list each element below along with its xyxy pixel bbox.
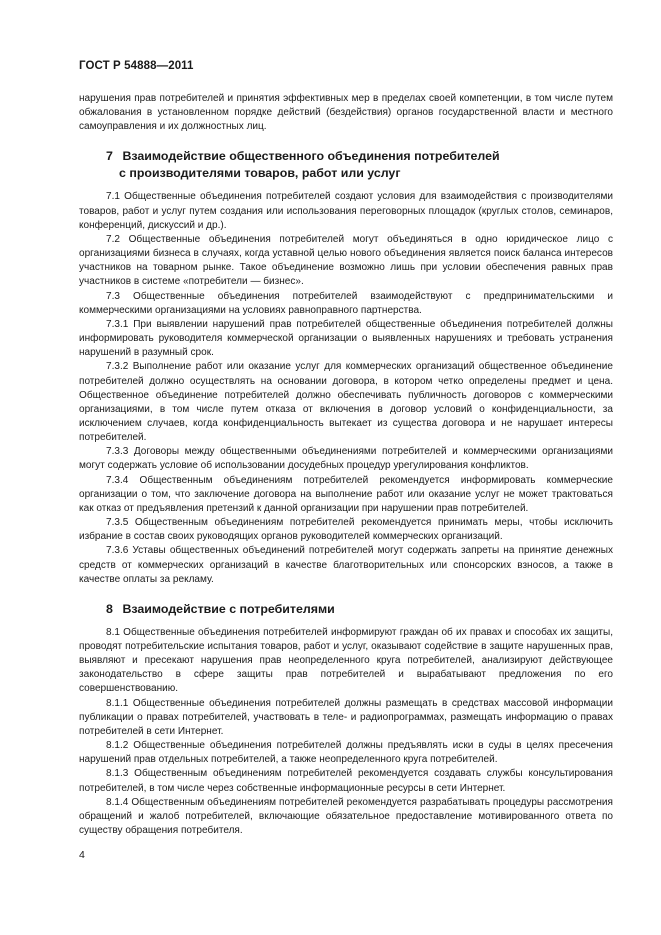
paragraph-7-3: 7.3 Общественные объединения потребителей взаимодействуют с предпринимательскими и коммерческими организациями на условиях равноправного партнерства. (79, 290, 613, 316)
page-content (79, 92, 613, 838)
page-number: 4 (79, 849, 85, 861)
section-7-title-line2: с производителями товаров, работ или услуг (119, 166, 401, 181)
section-7-number: 7 (106, 149, 113, 164)
paragraph-7-3-2: 7.3.2 Выполнение работ или оказание услуг для коммерческих организаций общественное объединение потребителей должно осуществлять на основании договора, в котором четко определены предмет и цена. Общественное объединение потребителей должно обеспечивать публичность договоров с коммерческими организациями, в том числе путем отказа от включения в договор условий о конфиденциальности, за исключением случаев, когда конфиденциальность вытекает из существа договора и не нарушает интересы потребителей. (79, 361, 613, 444)
paragraph-7-3-6: 7.3.6 Уставы общественных объединений потребителей могут содержать запреты на принятие денежных средств от коммерческих организаций в качестве благотворительных или спонсорских взносов, а также в качестве оплаты за рекламу. (79, 545, 613, 585)
section-7-heading (79, 148, 613, 182)
paragraph-8-1-3: 8.1.3 Общественным объединениям потребителей рекомендуется создавать службы консультирования потребителей, в том числе через собственные информационные ресурсы в сети Интернет. (79, 768, 613, 794)
paragraph-7-3-1: 7.3.1 При выявлении нарушений прав потребителей общественные объединения потребителей должны информировать руководителя коммерческой организации о выявленных нарушениях и требовать устранения нарушений в разумный срок. (79, 318, 613, 359)
standard-header: ГОСТ Р 54888—2011 (79, 60, 194, 72)
paragraph-8-1-4: 8.1.4 Общественным объединениям потребителей рекомендуется разрабатывать процедуры рассмотрения обращений и жалоб потребителей, включающие обязательное предоставление мотивированного ответа по существу обращения потребителя. (79, 796, 613, 837)
paragraph-7-3-5: 7.3.5 Общественным объединениям потребителей рекомендуется принимать меры, чтобы исключить избрание в состав своих руководящих органов руководителей коммерческих организаций. (79, 517, 613, 543)
section-8-number: 8 (106, 601, 113, 616)
paragraph-7-2: 7.2 Общественные объединения потребителей могут объединяться в одно юридическое лицо с организациями бизнеса в случаях, когда уставной целью нового объединения является поиск баланса интересов участников на товарном рынке. Такое объединение возможно лишь при условии обеспечения равных прав участников в системе «потребители — бизнес». (79, 233, 613, 288)
paragraph-7-3-4: 7.3.4 Общественным объединениям потребителей рекомендуется информировать коммерческие организации о том, что заключение договора на выполнение работ или оказание услуг не может трактоваться как отказ от предъявления претензий к данной организации при нарушении прав потребителей. (79, 474, 613, 514)
intro-paragraph: нарушения прав потребителей и принятия эффективных мер в пределах своей компетенции, в том числе путем обжалования в установленном порядке действий (бездействия) органов государственной власти и местного самоуправления и их должностных лиц. (79, 93, 613, 133)
paragraph-8-1-1: 8.1.1 Общественные объединения потребителей должны размещать в средствах массовой информации публикации о правах потребителей, участвовать в теле- и радиопрограммах, размещать информацию о правах потребителей в сети Интернет. (79, 697, 613, 737)
section-8-heading (79, 601, 613, 618)
section-8-title: Взаимодействие с потребителями (122, 601, 335, 616)
paragraph-7-1: 7.1 Общественные объединения потребителей создают условия для взаимодействия с производителями товаров, работ и услуг путем создания или использования переговорных площадок (круглых столов, семинаров, конференций, дискуссий и др.). (79, 191, 613, 231)
paragraph-8-1: 8.1 Общественные объединения потребителей информируют граждан об их правах и способах их защиты, проводят потребительские испытания товаров, работ и услуг, оказывают содействие в защите нарушенных прав, выявляют и пресекают нарушения прав неопределенного круга потребителей, анализируют действующее законодательство в сфере защиты прав потребителей и вырабатывают предложения по его совершенствованию. (79, 626, 613, 695)
paragraph-8-1-2: 8.1.2 Общественные объединения потребителей должны предъявлять иски в суды в целях пресечения нарушений прав отдельных потребителей, а также неопределенного круга потребителей. (79, 740, 613, 766)
section-7-title-line1: Взаимодействие общественного объединения потребителей (122, 149, 500, 164)
paragraph-7-3-3: 7.3.3 Договоры между общественными объединениями потребителей и коммерческими организациями могут содержать условие об использовании досудебных процедур урегулирования конфликтов. (79, 446, 613, 472)
